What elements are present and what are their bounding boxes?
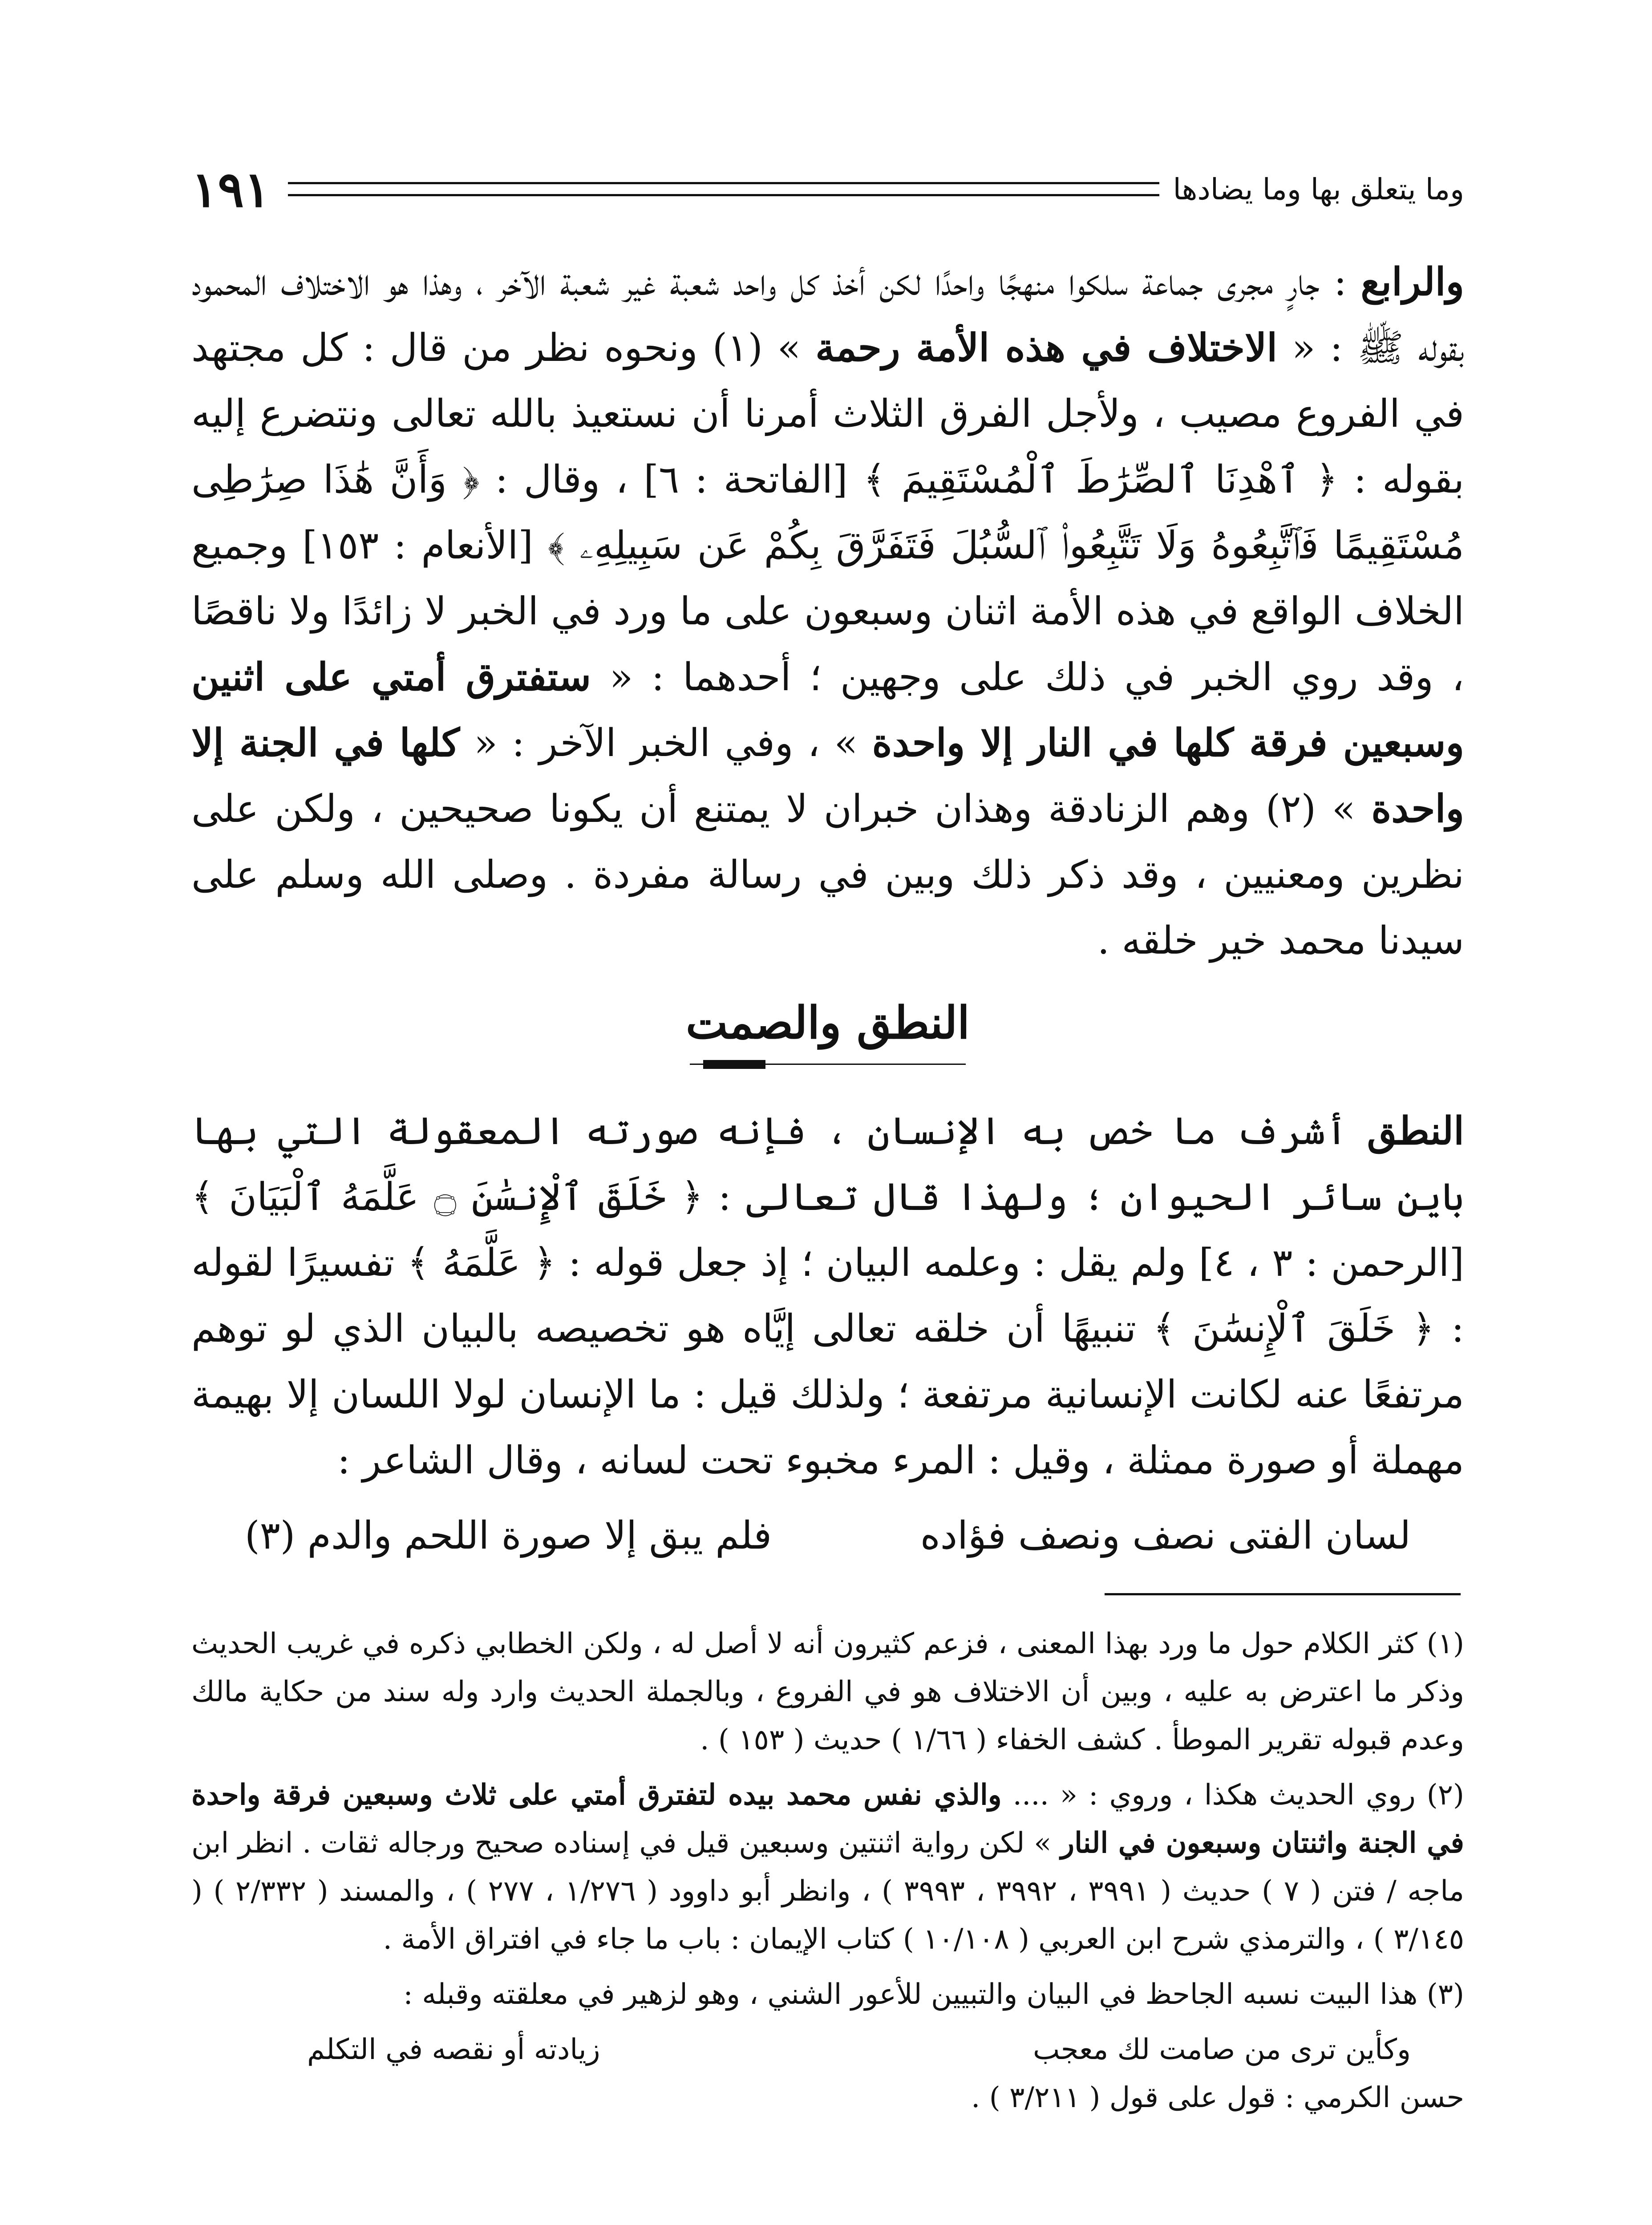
section-title: النطق والصمت [686, 996, 970, 1049]
footnote-1: (١) كثر الكلام حول ما ورد بهذا المعنى ، فزعم كثيرون أنه لا أصل له ، ولكن الخطابي ذكره في غريب الحديث وذكر ما اعترض به عليه ، وبين أن الاختلاف هو في الفروع ، وبالجملة الحديث وارد وله سند من حكاية مالك وعدم قبوله تقرير الموطأ . كشف الخفاء ( ١/٦٦ ) حديث ( ١٥٣ ) . [191, 1627, 1464, 1756]
footnote-poem-verse [191, 2026, 1464, 2074]
hadith-quote: ستفترق أمتي على اثنين وسبعين فرقة كلها في النار إلا واحدة [191, 655, 1465, 765]
footnote-separator [1105, 1593, 1461, 1595]
running-title: وما يتعلق بها وما يضادها [1173, 172, 1464, 206]
poem-verse [191, 1493, 1464, 1569]
footnotes [191, 1620, 1464, 2129]
header-rule [288, 182, 1159, 196]
footnote-poem-first-hemistich: وكأين ترى من صامت لك معجب [1032, 2033, 1411, 2066]
footnote-text: (٢) روي الحديث هكذا ، وروي : « .... [1001, 1779, 1465, 1812]
poem-second-hemistich: فلم يبق إلا صورة اللحم والدم (٣) [245, 1513, 772, 1558]
footnote-poem-second-hemistich: زيادته أو نقصه في التكلم [307, 2033, 600, 2066]
footnote-3: (٣) هذا البيت نسبه الجاحظ في البيان والتبيين للأعور الشني ، وهو لزهير في معلقته وقبله : [403, 1978, 1464, 2011]
footnote-3-source: حسن الكرمي : قول على قول ( ٣/٢١١ ) . [971, 2081, 1464, 2114]
paragraph-text: أشرف ما خص به الإنسان ، فإنه صورته المعقولة التي بها باين سائر الحيوان ؛ ولهذا قال تعالى : ﴿ خَلَقَ ٱلْإِنسَٰنَ ۝ عَلَّمَهُ ٱلْبَيَانَ ﴾ [الرحمن : ٣ ، ٤] ولم يقل : وعلمه البيان ؛ إذ جعل قوله : ﴿ عَلَّمَهُ ﴾ تفسيرًا لقوله : ﴿ خَلَقَ ٱلْإِنسَٰنَ ﴾ تنبيهًا أن خلقه تعالى إيَّاه هو تخصيصه بالبيان الذي لو توهم مرتفعًا عنه لكانت الإنسانية مرتفعة ؛ ولذلك قيل : ما الإنسان لولا اللسان إلا بهيمة مهملة أو صورة ممثلة ، وقيل : المرء مخبوء تحت لسانه ، وقال الشاعر : [191, 1109, 1464, 1483]
paragraph-text: » (١) ونحوه نظر من قال : كل مجتهد في الفروع مصيب ، ولأجل الفرق الثلاث أمرنا أن نستعيذ بالله تعالى ونتضرع إليه بقوله : ﴿ ٱهْدِنَا ٱلصِّرَٰطَ ٱلْمُسْتَقِيمَ ﴾ [الفاتحة : ٦] ، وقال : ﴿ وَأَنَّ هَٰذَا صِرَٰطِى مُسْتَقِيمًا فَٱتَّبِعُوهُ وَلَا تَتَّبِعُوا۟ ٱلسُّبُلَ فَتَفَرَّقَ بِكُمْ عَن سَبِيلِهِۦ ﴾ [الأنعام : ١٥٣] وجميع الخلاف الواقع في هذه الأمة اثنان وسبعون على ما ورد في الخبر لا زائدًا ولا ناقصًا ، وقد روي الخبر في ذلك على وجهين ؛ أحدهما : « [191, 326, 1464, 700]
paragraph-text: » (٢) وهم الزنادقة وهذان خبران لا يمتنع أن يكونا صحيحين ، ولكن على نظرين ومعنيين ، وقد ذكر ذلك وبين في رسالة مفردة . وصلى الله وسلم على سيدنا محمد خير خلقه . [191, 787, 1464, 963]
paragraph-speech [191, 1098, 1464, 1493]
main-text [191, 249, 1464, 1569]
footnote-2 [191, 1771, 1464, 1963]
page-header [191, 160, 1464, 218]
page-number: ١٩١ [191, 160, 271, 218]
divider-thick-bar [703, 1060, 765, 1069]
footnote-text: » لكن رواية اثنتين وسبعين قيل في إسناده صحيح ورجاله ثقات . انظر ابن ماجه / فتن ( ٧ ) حديث ( ٣٩٩١ ، ٣٩٩٢ ، ٣٩٩٣ ) ، وانظر أبو داوود ( ١/٢٧٦ ، ٢٧٧ ) ، والمسند ( ٢/٣٣٢ ) ( ٣/١٤٥ ) ، والترمذي شرح ابن العربي ( ١٠/١٠٨ ) كتاب الإيمان : باب ما جاء في افتراق الأمة . [191, 1827, 1465, 1956]
paragraph-lead: والرابع [1360, 259, 1464, 304]
poem-first-hemistich: لسان الفتى نصف ونصف فؤاده [920, 1513, 1411, 1558]
hadith-quote: كلها في الجنة إلا واحدة [191, 720, 1464, 831]
paragraph-text: : جارٍ مجرى جماعة سلكوا منهجًا واحدًا لكن أخذ كل واحد شعبة غير شعبة الآخر ، وهذا هو الاختلاف المحمود بقوله ﷺ : « [191, 260, 1464, 370]
section-divider [690, 1058, 966, 1072]
footnote-hadith: والذي نفس محمد بيده لتفترق أمتي على ثلاث وسبعين فرقة واحدة في الجنة واثنتان وسبعون في النار [191, 1778, 1465, 1860]
hadith-quote: الاختلاف في هذه الأمة رحمة [815, 325, 1278, 370]
paragraph-fourth-type [191, 249, 1464, 974]
paragraph-text: » ، وفي الخبر الآخر : « [460, 721, 872, 765]
paragraph-lead: النطق [1367, 1108, 1464, 1153]
